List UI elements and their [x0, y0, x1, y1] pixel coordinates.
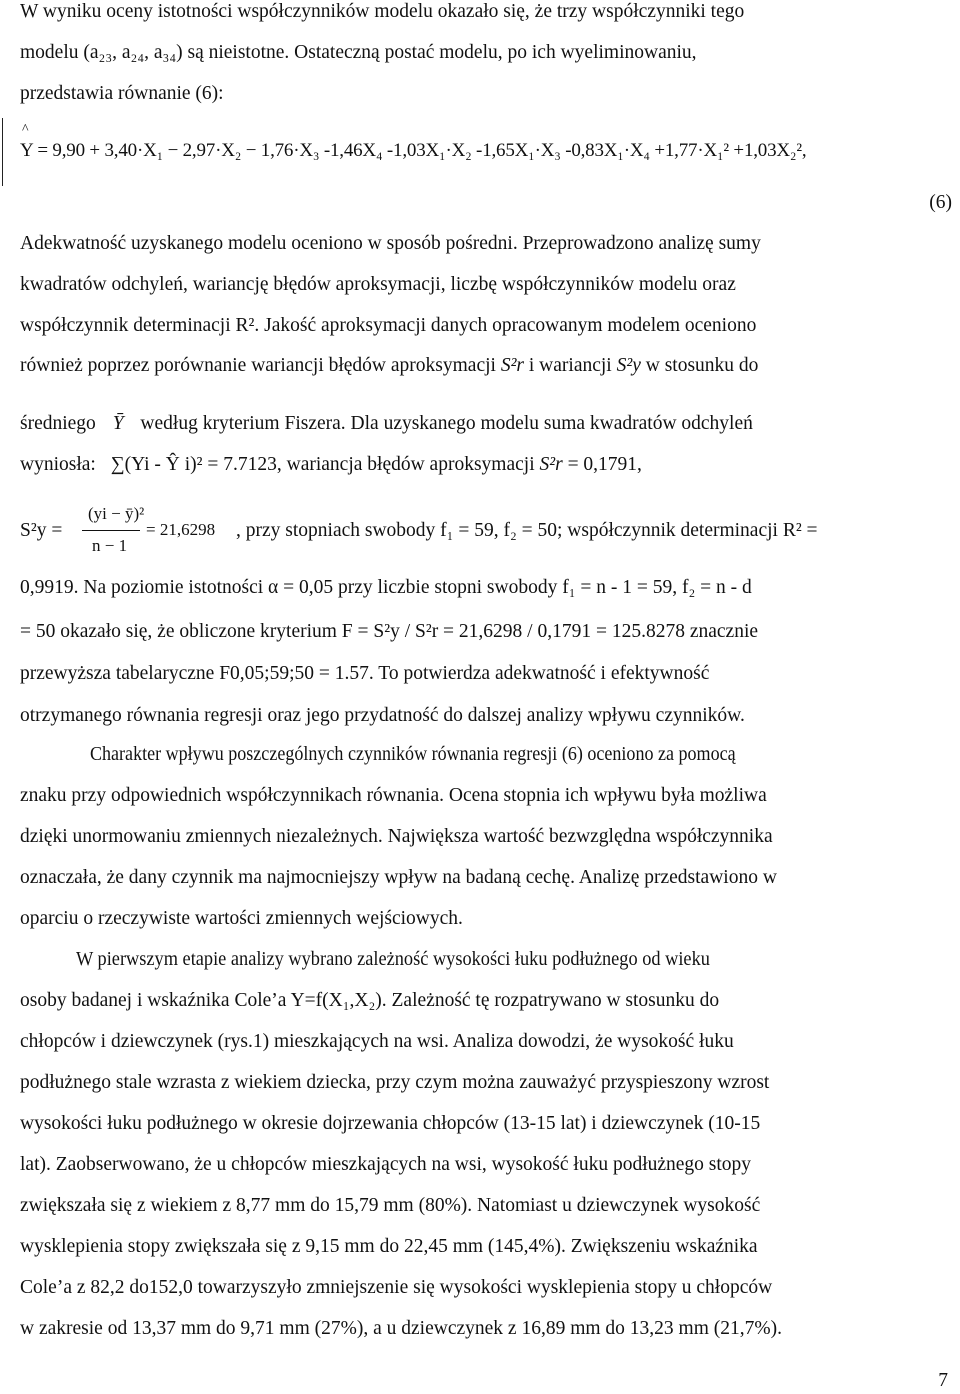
text-line: oparciu o rzeczywiste wartości zmiennych wejściowych. — [20, 908, 463, 929]
symbol-sy: S²y — [616, 355, 641, 376]
text-line: znaku przy odpowiednich współczynnikach równania. Ocena stopnia ich wpływu była możliwa — [20, 785, 767, 806]
text-line: kwadratów odchyleń, wariancję błędów aproksymacji, liczbę współczynników modelu oraz — [20, 274, 736, 295]
text-line: W pierwszym etapie analizy wybrano zależność wysokości łuku podłużnego od wieku — [76, 949, 710, 970]
text-span: = 0,1791, — [567, 454, 642, 475]
text-line: podłużnego stale wzrasta z wiekiem dziecka, przy czym można zauważyć przyspieszony wzrost — [20, 1072, 770, 1093]
text-span: wyniosła: — [20, 454, 96, 475]
text-line: otrzymanego równania regresji oraz jego przydatność do dalszej analizy wpływu czynników. — [20, 705, 745, 726]
symbol-ybar: Ȳ — [112, 413, 124, 434]
text-line: lat). Zaobserwowano, że u chłopców mieszkających na wsi, wysokość łuku podłużnego stopy — [20, 1154, 752, 1175]
equation-number: (6) — [929, 192, 952, 213]
text-line: w zakresie od 13,37 mm do 9,71 mm (27%), a u dziewczynek z 16,89 mm do 13,23 mm (21,7%). — [20, 1318, 782, 1339]
page-number: 7 — [938, 1370, 948, 1391]
text-line — [20, 314, 952, 338]
text-line: Adekwatność uzyskanego modelu oceniono w sposób pośredni. Przeprowadzono analizę sumy — [20, 233, 761, 254]
text-line: dzięki unormowaniu zmiennych niezależnych. Największa wartość bezwzględna współczynnika — [20, 826, 773, 847]
sy-numerator: (yi − ȳ)² — [88, 504, 145, 523]
symbol-sr: S²r — [500, 355, 525, 376]
text-line — [20, 354, 952, 378]
text-span: średniego — [20, 413, 96, 434]
sy-denominator: n − 1 — [92, 536, 128, 555]
text-line: przewyższa tabelaryczne F0,05;59;50 = 1.57. To potwierdza adekwatność i efektywność — [20, 663, 710, 684]
text-line: wysklepienia stopy zwiększała się z 9,15 mm do 22,45 mm (145,4%). Zwiększeniu wskaźnika — [20, 1236, 758, 1257]
text-line: zwiększała się z wiekiem z 8,77 mm do 15,79 mm (80%). Natomiast u dziewczynek wysokość — [20, 1195, 761, 1216]
sy-result: = 21,6298 — [146, 520, 216, 539]
text-line: przedstawia równanie (6): — [20, 83, 224, 104]
sum-expression: ∑(Yi - Ŷ i)² = 7.7123, — [110, 454, 282, 475]
text-line: Cole’a z 82,2 do152,0 towarzyszyło zmniejszenie się wysokości wysklepienia stopy u chłopców — [20, 1277, 773, 1298]
text-line: osoby badanej i wskaźnika Cole’a Y=f(X₁,X₂). Zależność tę rozpatrywano w stosunku do — [20, 990, 720, 1011]
equation-hat: ^ — [22, 122, 29, 137]
text-span: i wariancji — [528, 355, 612, 376]
text-span: współczynnik determinacji R². — [20, 315, 260, 336]
symbol-sr: S²r — [539, 454, 563, 475]
text-span: w stosunku do — [645, 355, 759, 376]
text-line: , przy stopniach swobody f₁ = 59, f₂ = 50; współczynnik determinacji R² = — [236, 520, 818, 541]
text-span: według kryterium Fiszera. Dla uzyskanego modelu suma kwadratów odchyleń — [140, 413, 753, 434]
fraction-bar — [82, 530, 140, 531]
text-line: modelu (a₂₃, a₂₄, a₃₄) są nieistotne. Ostateczną postać modelu, po ich wyeliminowaniu, — [20, 42, 697, 63]
regression-equation: Y = 9,90 + 3,40·X₁ − 2,97·X₂ − 1,76·X₃ -1,46X₄ -1,03X₁·X₂ -1,65X₁·X₃ -0,83X₁·X₄ +1,77·X₁² +1,03X₂², — [20, 140, 807, 161]
text-line: Charakter wpływu poszczególnych czynników równania regresji (6) oceniono za pomocą — [90, 744, 736, 765]
text-line — [20, 412, 952, 436]
text-span: wariancja błędów aproksymacji — [286, 454, 535, 475]
sy-lhs: S²y = — [20, 520, 63, 541]
text-line: 0,9919. Na poziomie istotności α = 0,05 przy liczbie stopni swobody f₁ = n - 1 = 59, f₂ = n - d — [20, 577, 752, 598]
text-line: = 50 okazało się, że obliczone kryterium F = S²y / S²r = 21,6298 / 0,1791 = 125.8278 znacznie — [20, 621, 759, 642]
text-line: chłopców i dziewczynek (rys.1) mieszkających na wsi. Analiza dowodzi, że wysokość łuku — [20, 1031, 734, 1052]
equation-margin-bar — [2, 118, 3, 186]
text-span: również poprzez porównanie wariancji błędów aproksymacji — [20, 355, 496, 376]
text-line: wysokości łuku podłużnego w okresie dojrzewania chłopców (13-15 lat) i dziewczynek (10-15 — [20, 1113, 761, 1134]
text-line: W wyniku oceny istotności współczynników modelu okazało się, że trzy współczynniki tego — [20, 1, 745, 22]
text-span: Jakość aproksymacji danych opracowanym modelem oceniono — [264, 315, 757, 336]
text-line: oznaczała, że dany czynnik ma najmocniejszy wpływ na badaną cechę. Analizę przedstawiono w — [20, 867, 777, 888]
text-line — [20, 453, 952, 477]
